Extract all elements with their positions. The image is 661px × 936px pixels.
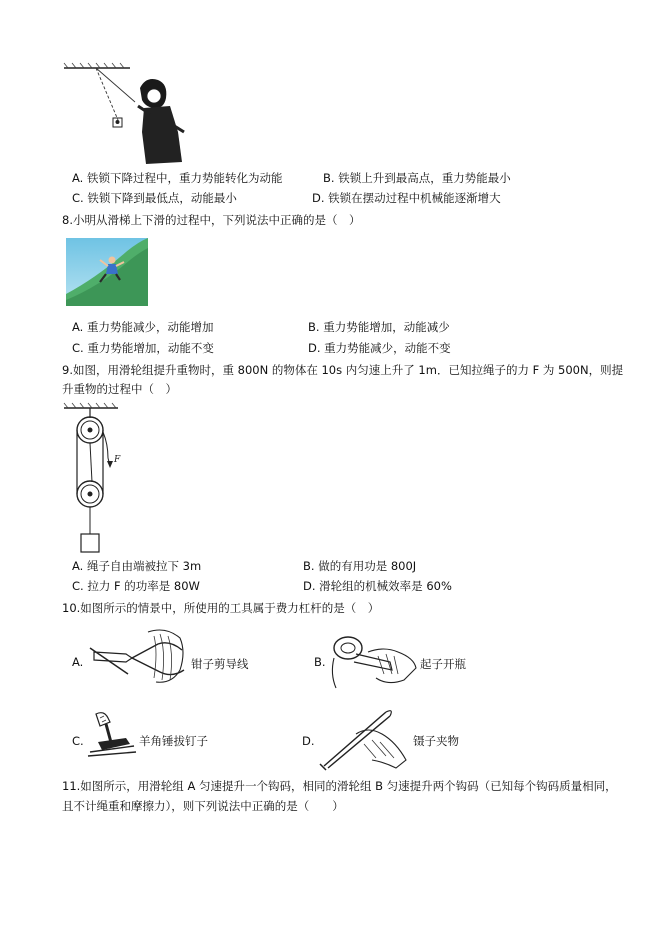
q10-option-d-letter[interactable]: D. [302,734,315,748]
q9-option-d[interactable]: D. 滑轮组的机械效率是 60% [303,579,452,593]
q10-option-d-caption: 镊子夹物 [413,734,459,748]
q9-stem-line2: 升重物的过程中（ ） [62,382,177,396]
q9-option-b[interactable]: B. 做的有用功是 800J [303,559,417,573]
q10-option-a-letter[interactable]: A. [72,655,84,669]
q7-option-c[interactable]: C. 铁锁下降到最低点，动能最小 [72,191,237,205]
pulley-figure [62,400,142,555]
q8-stem: 8.小明从滑梯上下滑的过程中，下列说法中正确的是（ ） [62,213,361,227]
q10-option-b-caption: 起子开瓶 [420,657,466,671]
force-label: F [114,455,121,465]
pliers-picture [88,622,188,694]
q9-option-c[interactable]: C. 拉力 F 的功率是 80W [72,579,200,593]
q8-option-b[interactable]: B. 重力势能增加，动能减少 [308,320,450,334]
q7-option-b[interactable]: B. 铁锁上升到最高点，重力势能最小 [323,171,511,185]
hammer-picture [86,708,138,760]
q8-option-d[interactable]: D. 重力势能减少，动能不变 [308,341,451,355]
q10-option-a-caption: 钳子剪导线 [191,657,249,671]
q8-option-a[interactable]: A. 重力势能减少，动能增加 [72,320,214,334]
q10-option-c-letter[interactable]: C. [72,734,84,748]
tweezers-picture [316,704,412,774]
q7-option-d[interactable]: D. 铁锁在摆动过程中机械能逐渐增大 [312,191,501,205]
pendulum-figure [60,62,195,170]
q10-option-c-caption: 羊角锤拔钉子 [139,734,208,748]
bottle-opener-picture [326,628,418,694]
q8-option-c[interactable]: C. 重力势能增加，动能不变 [72,341,214,355]
slide-picture [66,238,148,306]
q10-option-b-letter[interactable]: B. [314,655,326,669]
q11-stem-line2: 且不计绳重和摩擦力），则下列说法中正确的是（ ） [62,799,344,813]
q9-stem-line1: 9.如图，用滑轮组提升重物时，重 800N 的物体在 10s 内匀速上升了 1m．已知拉绳子的力 F 为 500N，则提 [62,363,624,377]
q9-option-a[interactable]: A. 绳子自由端被拉下 3m [72,559,202,573]
q7-option-a[interactable]: A. 铁锁下降过程中，重力势能转化为动能 [72,171,283,185]
q10-stem: 10.如图所示的情景中，所使用的工具属于费力杠杆的是（ ） [62,601,380,615]
q11-stem-line1: 11.如图所示，用滑轮组 A 匀速提升一个钩码，相同的滑轮组 B 匀速提升两个钩码（已知每个钩码质量相同， [62,779,617,793]
